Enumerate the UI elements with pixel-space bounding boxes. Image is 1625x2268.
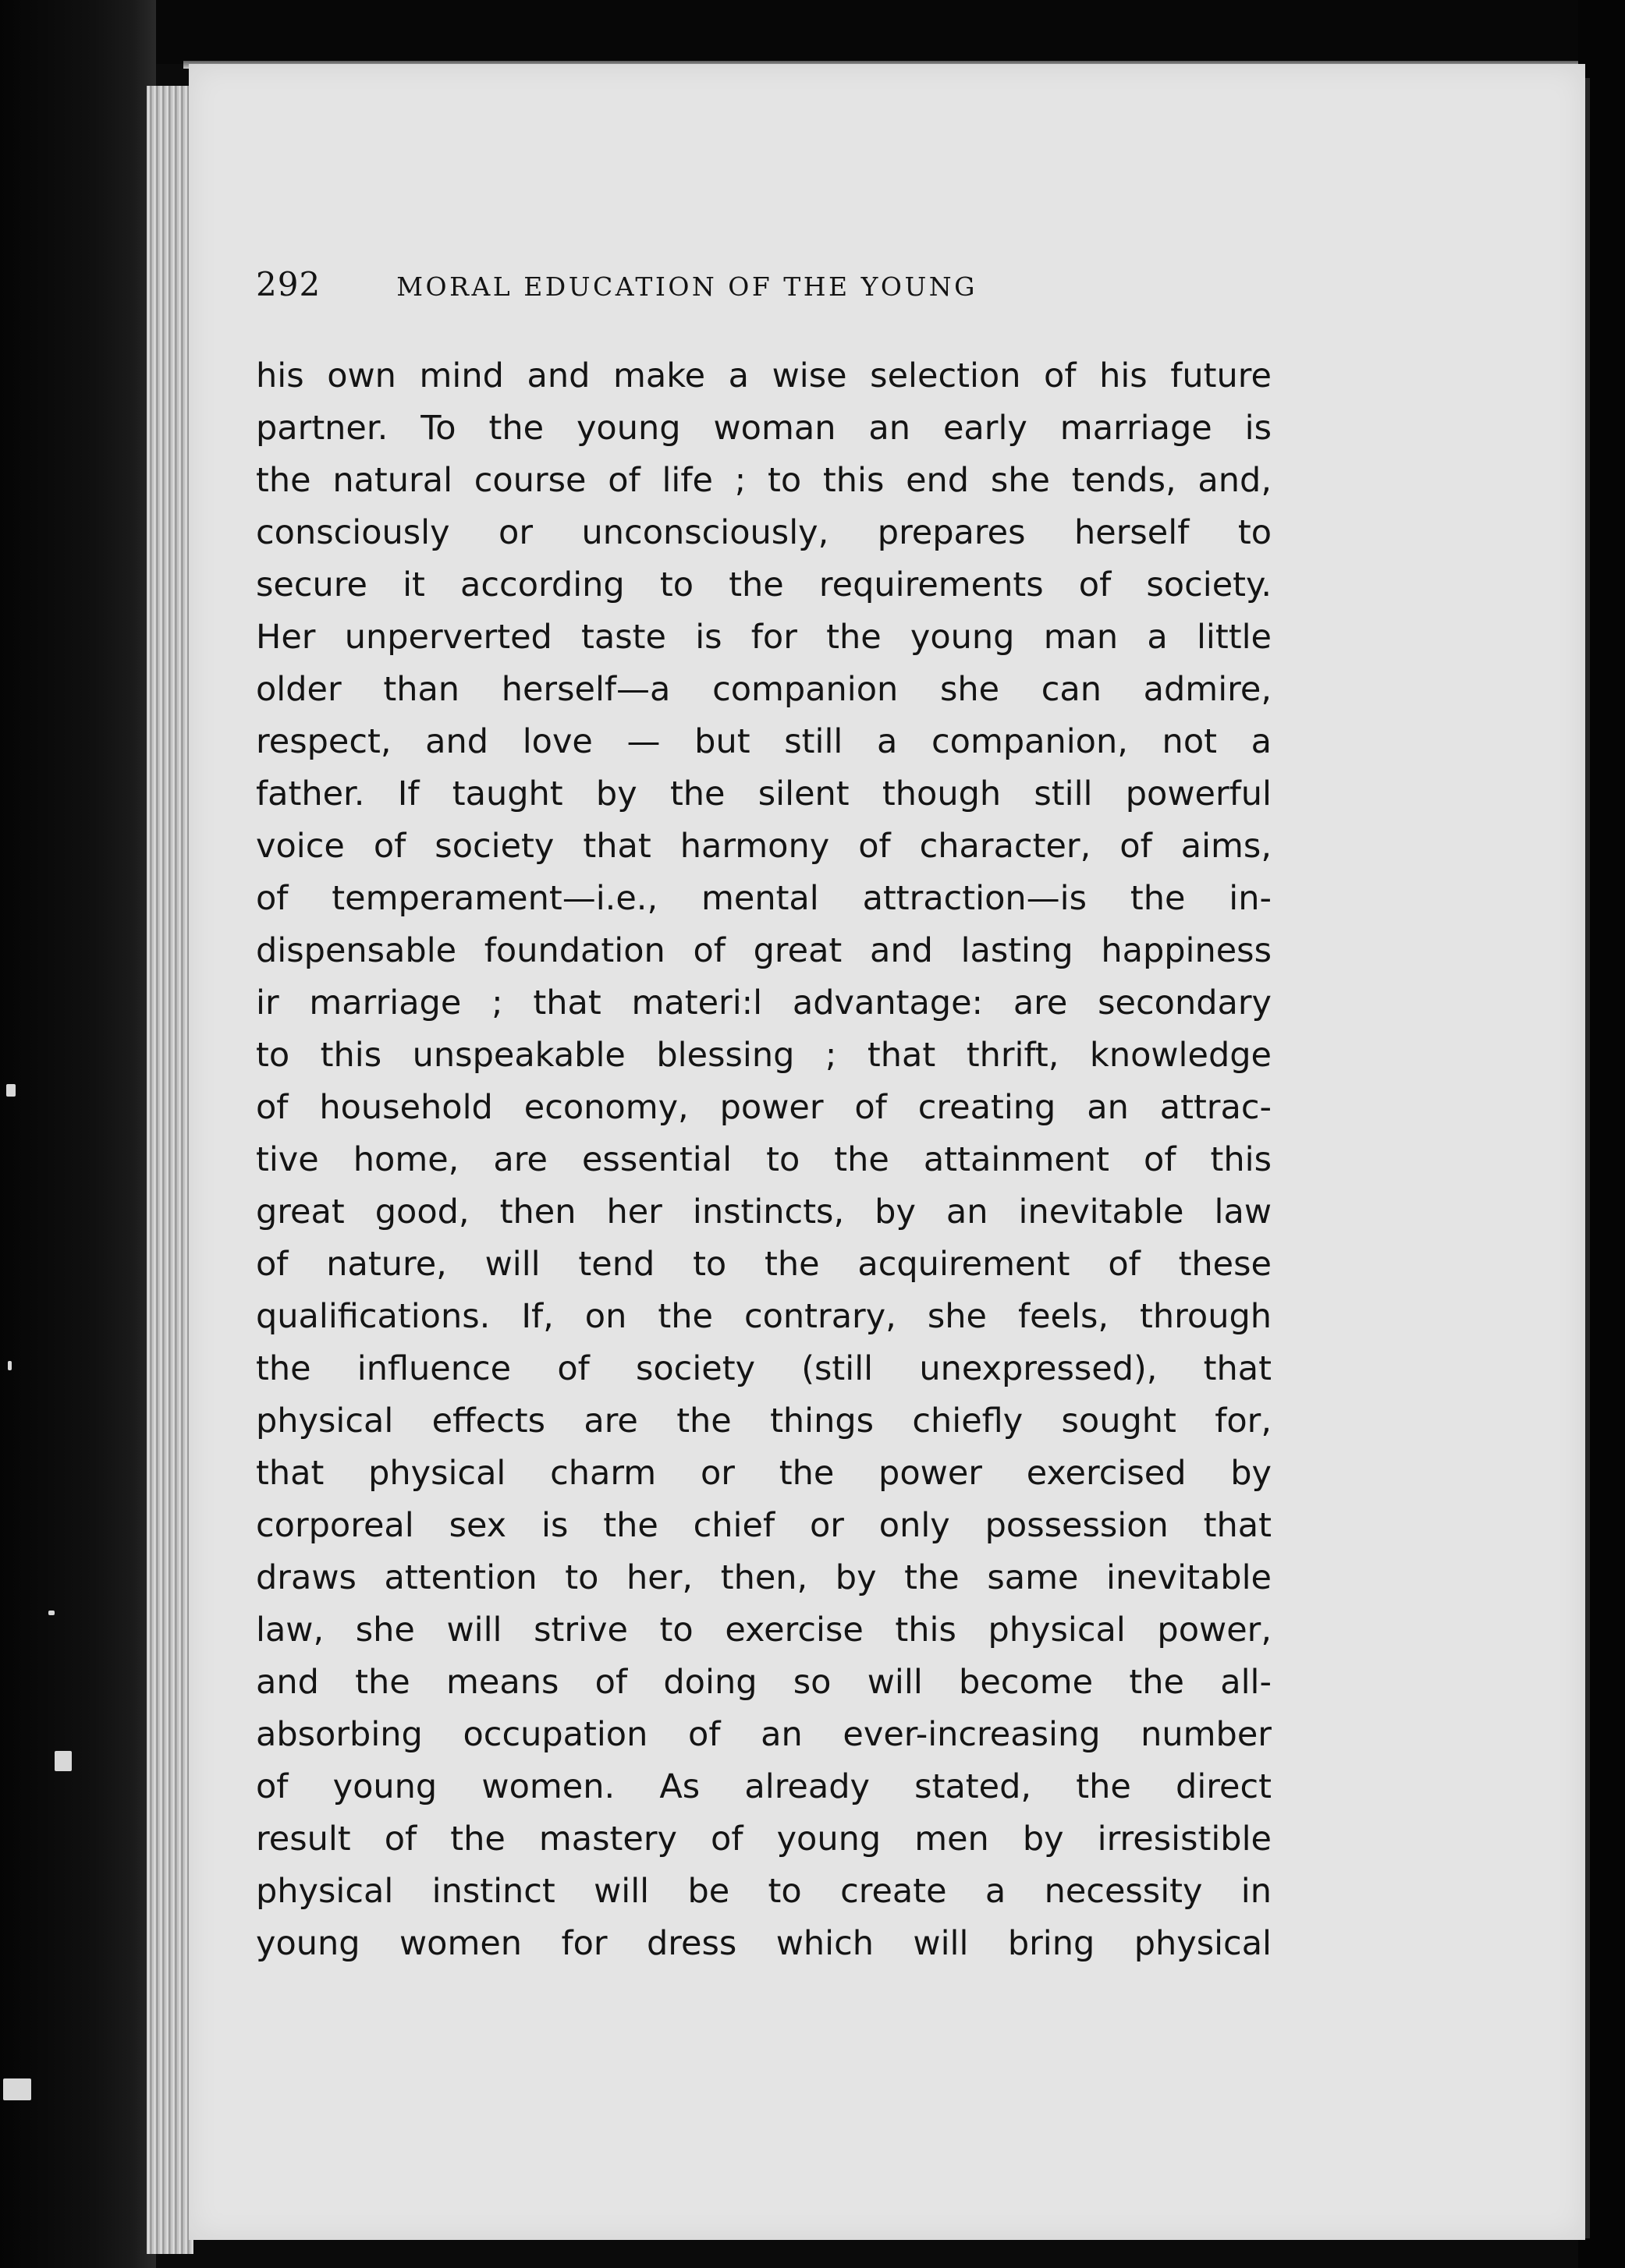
scan-speck [8, 1361, 12, 1370]
text-line: his own mind and make a wise selection of his future [256, 356, 1272, 395]
text-line: respect, and love — but still a companion, not a [256, 722, 1272, 761]
text-line: Her unperverted taste is for the young man a little [256, 618, 1272, 657]
body-text [256, 350, 1272, 1970]
text-line: great good, then her instincts, by an inevitable law [256, 1192, 1272, 1231]
text-line: the influence of society (still unexpressed), that [256, 1349, 1272, 1388]
text-line: partner. To the young woman an early marriage is [256, 409, 1272, 448]
text-line: corporeal sex is the chief or only possession that [256, 1506, 1272, 1545]
text-line: voice of society that harmony of character, of aims, [256, 827, 1272, 866]
text-line: result of the mastery of young men by irresistible [256, 1820, 1272, 1859]
page-stack-edge [147, 86, 193, 2254]
text-line: tive home, are essential to the attainment of this [256, 1140, 1272, 1179]
text-line: physical effects are the things chiefly sought for, [256, 1402, 1272, 1441]
text-line: the natural course of life ; to this end she tends, and, [256, 461, 1272, 500]
text-line: to this unspeakable blessing ; that thrift, knowledge [256, 1036, 1272, 1075]
scan-speck [6, 1084, 16, 1097]
text-line: law, she will strive to exercise this physical power, [256, 1611, 1272, 1650]
scan-speck [3, 2078, 31, 2100]
text-line: draws attention to her, then, by the same inevitable [256, 1558, 1272, 1597]
text-line: consciously or unconsciously, prepares herself to [256, 513, 1272, 552]
text-line: young women for dress which will bring physical [256, 1924, 1272, 1963]
text-line: of young women. As already stated, the direct [256, 1767, 1272, 1806]
text-line: of household economy, power of creating an attrac- [256, 1088, 1272, 1127]
book-spine-edge [0, 0, 156, 2268]
text-line: older than herself—a companion she can admire, [256, 670, 1272, 709]
text-line: of nature, will tend to the acquirement of these [256, 1245, 1272, 1284]
text-line: ir marriage ; that materi:l advantage: are secondary [256, 983, 1272, 1022]
text-line: secure it according to the requirements of society. [256, 565, 1272, 604]
text-line: physical instinct will be to create a necessity in [256, 1872, 1272, 1911]
text-line: and the means of doing so will become the all- [256, 1663, 1272, 1702]
text-line: qualifications. If, on the contrary, she feels, through [256, 1297, 1272, 1336]
text-line: that physical charm or the power exercised by [256, 1454, 1272, 1493]
text-line: dispensable foundation of great and lasting happiness [256, 931, 1272, 970]
text-line: of temperament—i.e., mental attraction—is the in- [256, 879, 1272, 918]
page-number: 292 [256, 265, 321, 303]
page-header [256, 265, 1309, 303]
scan-speck [48, 1611, 55, 1615]
scan-top-border [0, 0, 1625, 64]
running-title: MORAL EDUCATION OF THE YOUNG [396, 271, 977, 302]
scan-speck [55, 1751, 72, 1771]
text-line: father. If taught by the silent though still powerful [256, 774, 1272, 813]
text-line: absorbing occupation of an ever-increasing number [256, 1715, 1272, 1754]
